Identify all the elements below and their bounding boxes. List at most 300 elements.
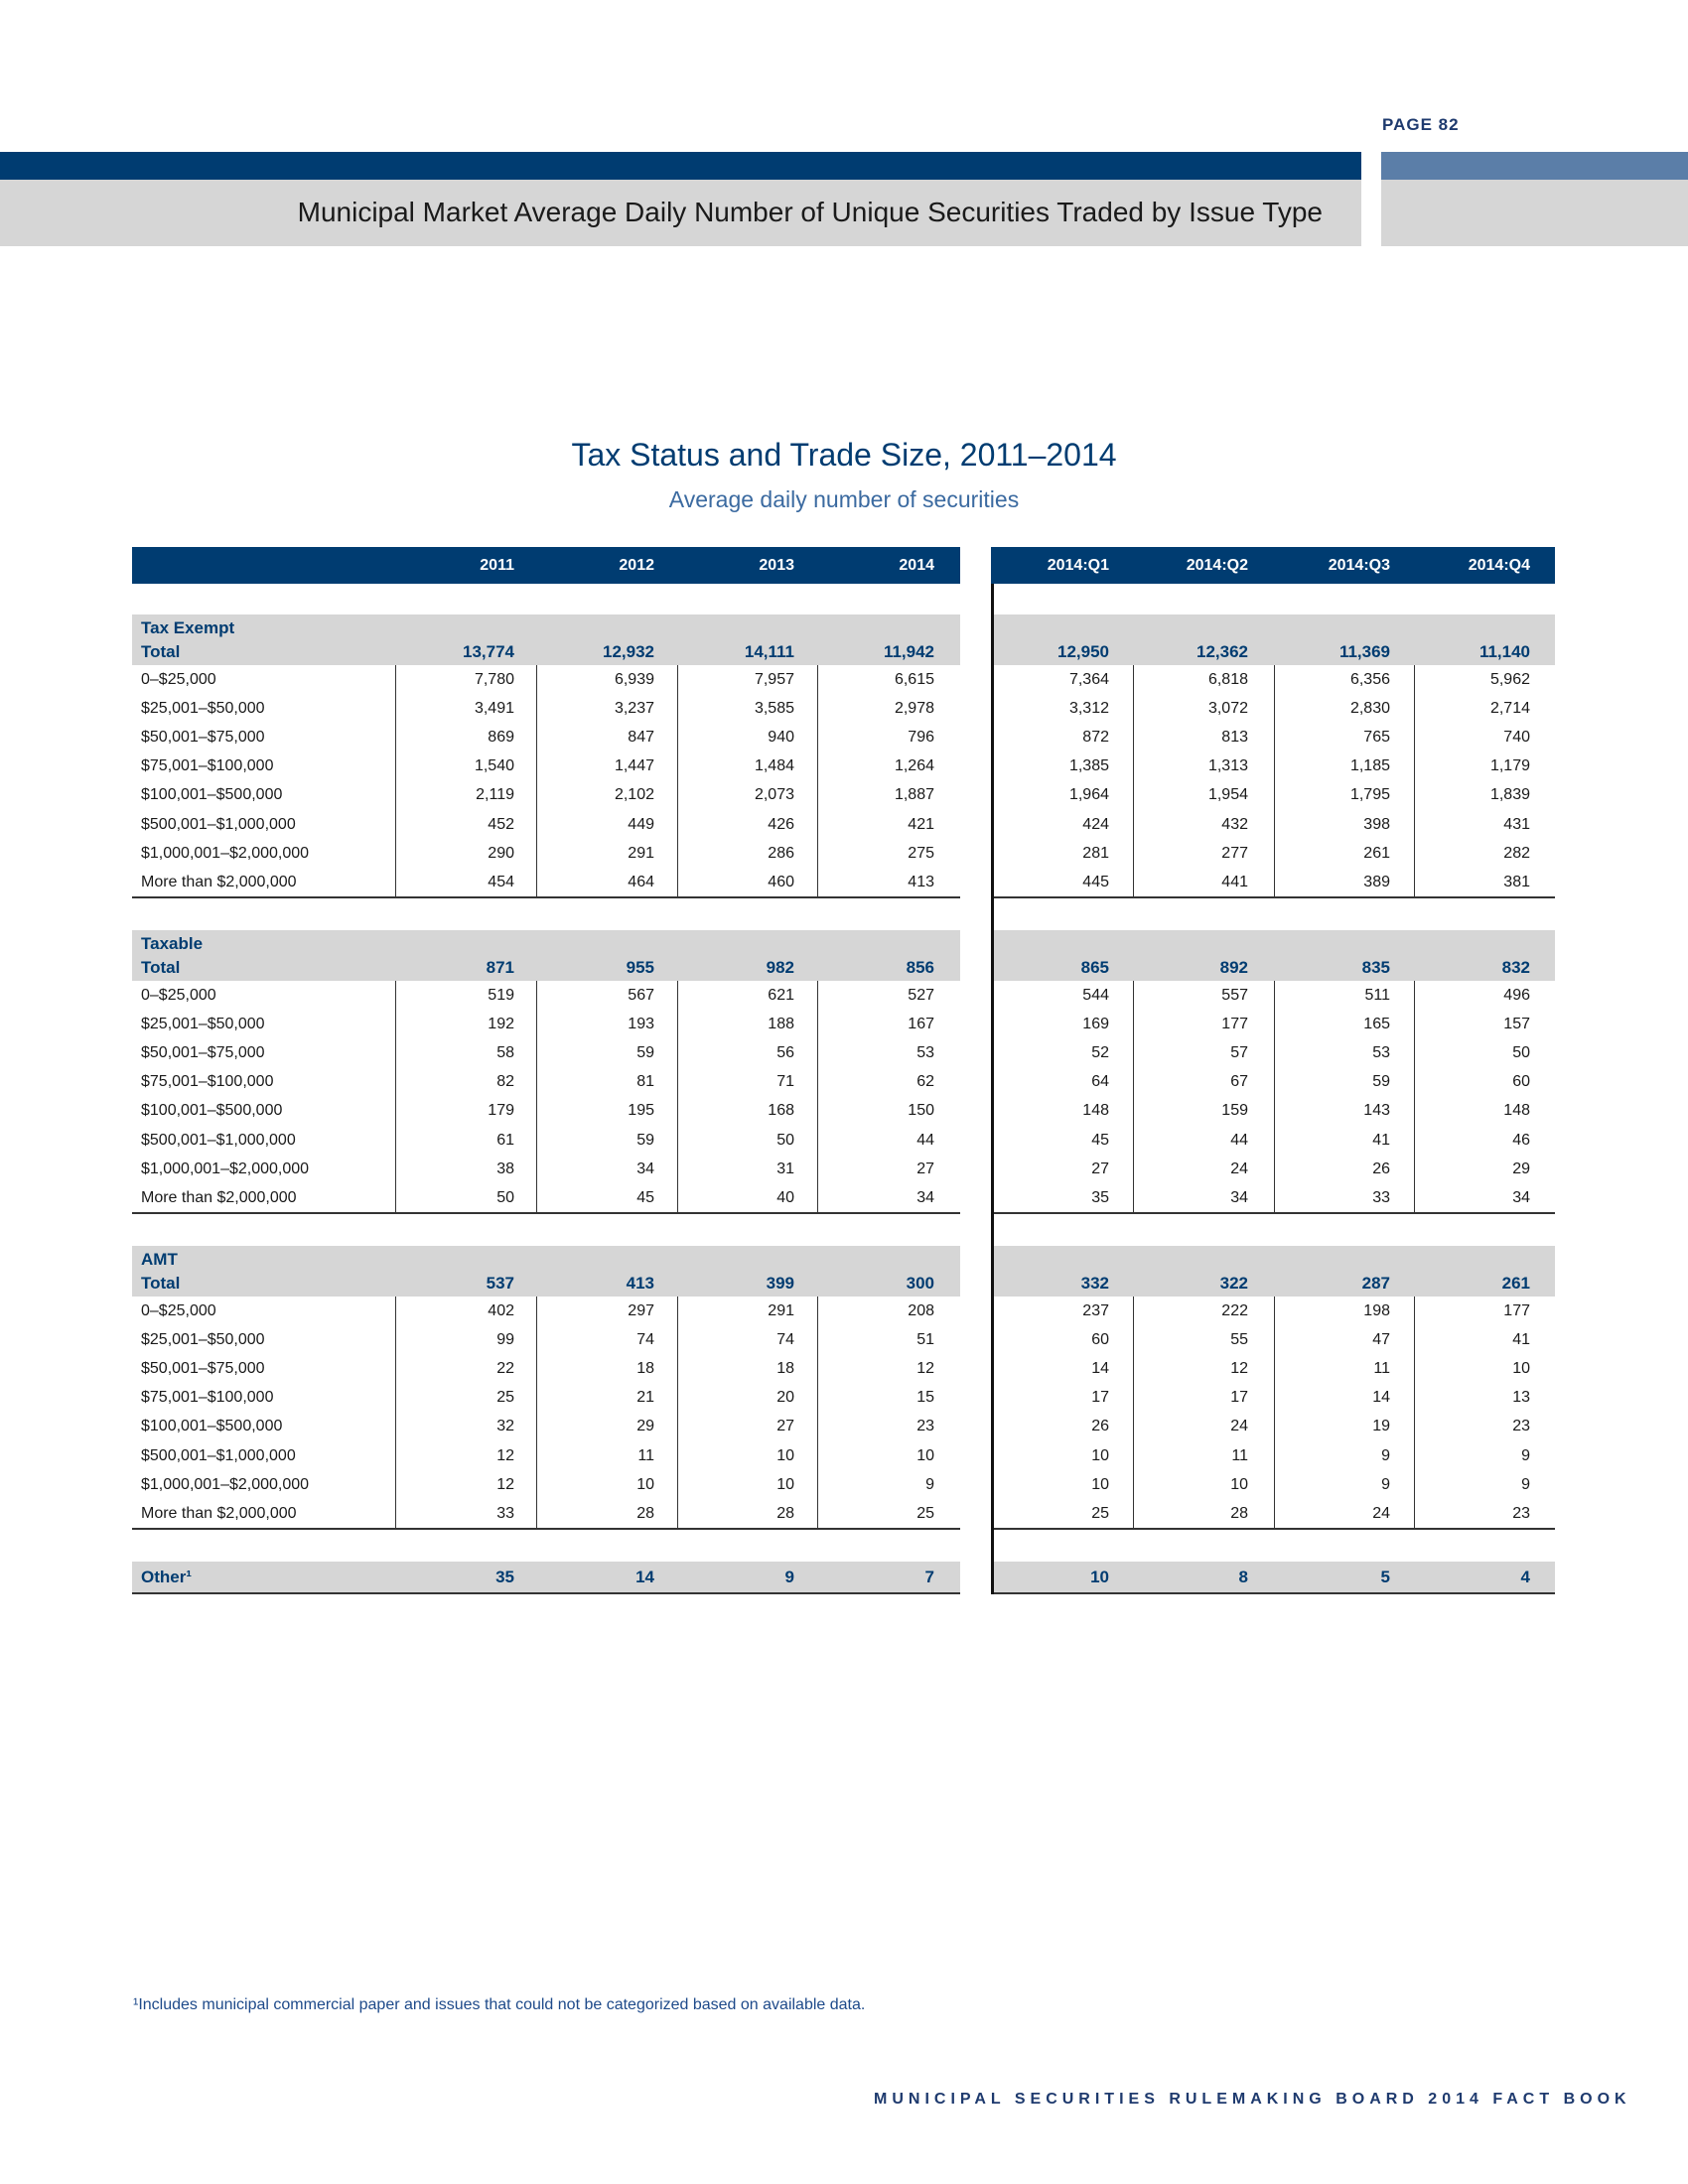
- column-separator: [1133, 665, 1134, 896]
- section-bottom-rule: [132, 1212, 960, 1214]
- section-bottom-rule: [132, 896, 960, 898]
- column-header: 2014: [899, 557, 934, 574]
- table-cell: 20: [776, 1389, 794, 1407]
- table-cell: 159: [1221, 1102, 1248, 1120]
- table-cell: 23: [1512, 1504, 1530, 1522]
- table-cell: 13: [1512, 1389, 1530, 1407]
- table-cell: 413: [908, 873, 934, 890]
- table-cell: 18: [776, 1360, 794, 1378]
- table-cell: 148: [1503, 1102, 1530, 1120]
- table-cell: 297: [628, 1302, 654, 1319]
- table-cell: 940: [768, 729, 794, 747]
- table-cell: 9: [925, 1475, 934, 1493]
- table-cell: 1,795: [1349, 786, 1390, 804]
- table-cell: 2,978: [894, 700, 934, 718]
- table-cell: 44: [916, 1131, 934, 1149]
- table-cell: 56: [776, 1044, 794, 1062]
- column-separator: [1414, 1297, 1415, 1528]
- table-cell: 33: [1372, 1188, 1390, 1206]
- table-cell: 61: [496, 1131, 514, 1149]
- table-cell: 290: [488, 844, 514, 862]
- table-cell: 2,073: [754, 786, 794, 804]
- table-cell: 74: [636, 1331, 654, 1349]
- other-label: Other¹: [141, 1568, 192, 1586]
- section-total-value: 322: [1219, 1274, 1248, 1293]
- column-separator: [817, 981, 818, 1212]
- row-label: $50,001–$75,000: [141, 1360, 265, 1378]
- table-cell: 71: [776, 1073, 794, 1091]
- table-cell: 389: [1363, 873, 1390, 890]
- section-total-value: 865: [1080, 958, 1109, 977]
- table-cell: 165: [1363, 1016, 1390, 1033]
- section-total-value: 856: [906, 958, 934, 977]
- table-cell: 47: [1372, 1331, 1390, 1349]
- table-cell: 74: [776, 1331, 794, 1349]
- table-cell: 11: [637, 1446, 654, 1464]
- table-cell: 26: [1372, 1160, 1390, 1177]
- table-cell: 59: [636, 1131, 654, 1149]
- table-cell: 441: [1221, 873, 1248, 890]
- table-cell: 869: [488, 729, 514, 747]
- table-cell: 25: [1091, 1504, 1109, 1522]
- table-cell: 464: [628, 873, 654, 890]
- table-cell: 35: [1091, 1188, 1109, 1206]
- table-bottom-rule: [994, 1592, 1555, 1594]
- table-cell: 29: [1512, 1160, 1530, 1177]
- row-label: $100,001–$500,000: [141, 1102, 283, 1120]
- column-separator: [817, 665, 818, 896]
- row-label: More than $2,000,000: [141, 1188, 297, 1206]
- table-cell: 6,939: [614, 671, 654, 688]
- table-cell: 402: [488, 1302, 514, 1319]
- table-cell: 25: [496, 1389, 514, 1407]
- table-cell: 398: [1363, 815, 1390, 833]
- section-total-value: 955: [626, 958, 654, 977]
- page-number: PAGE 82: [1382, 115, 1460, 134]
- table-cell: 38: [496, 1160, 514, 1177]
- other-value: 8: [1238, 1568, 1248, 1586]
- table-cell: 34: [1230, 1188, 1248, 1206]
- table-cell: 431: [1503, 815, 1530, 833]
- table-cell: 82: [496, 1073, 514, 1091]
- table-cell: 281: [1082, 844, 1109, 862]
- table-cell: 445: [1082, 873, 1109, 890]
- section-total-value: 261: [1501, 1274, 1530, 1293]
- table-cell: 34: [1512, 1188, 1530, 1206]
- table-cell: 157: [1503, 1016, 1530, 1033]
- table-cell: 81: [636, 1073, 654, 1091]
- table-cell: 28: [1230, 1504, 1248, 1522]
- table-cell: 169: [1082, 1016, 1109, 1033]
- table-cell: 33: [496, 1504, 514, 1522]
- column-header: 2014:Q2: [1186, 557, 1248, 574]
- table-cell: 12: [1230, 1360, 1248, 1378]
- table-cell: 62: [916, 1073, 934, 1091]
- table-cell: 60: [1512, 1073, 1530, 1091]
- row-label: $75,001–$100,000: [141, 757, 274, 775]
- table-cell: 421: [908, 815, 934, 833]
- column-separator: [536, 981, 537, 1212]
- table-cell: 57: [1230, 1044, 1248, 1062]
- table-cell: 1,385: [1068, 757, 1109, 775]
- table-cell: 2,714: [1489, 700, 1530, 718]
- table-cell: 813: [1221, 729, 1248, 747]
- table-cell: 544: [1082, 987, 1109, 1004]
- row-label: $75,001–$100,000: [141, 1389, 274, 1407]
- table-cell: 496: [1503, 987, 1530, 1004]
- table-cell: 6,356: [1349, 671, 1390, 688]
- table-cell: 53: [1372, 1044, 1390, 1062]
- section-total-value: 832: [1501, 958, 1530, 977]
- table-cell: 34: [636, 1160, 654, 1177]
- table-bottom-rule: [132, 1592, 960, 1594]
- table-cell: 6,615: [894, 671, 934, 688]
- table-cell: 282: [1503, 844, 1530, 862]
- table-cell: 567: [628, 987, 654, 1004]
- column-separator: [536, 665, 537, 896]
- table-cell: 23: [1512, 1418, 1530, 1435]
- table-cell: 44: [1230, 1131, 1248, 1149]
- row-label: $1,000,001–$2,000,000: [141, 1475, 310, 1493]
- section-total-label: Total: [141, 958, 181, 977]
- other-value: 5: [1380, 1568, 1390, 1586]
- table-cell: 50: [776, 1131, 794, 1149]
- row-label: $100,001–$500,000: [141, 1418, 283, 1435]
- section-total-value: 14,111: [744, 642, 794, 661]
- row-label: $1,000,001–$2,000,000: [141, 844, 310, 862]
- column-header: 2011: [480, 557, 514, 574]
- table-cell: 3,072: [1207, 700, 1248, 718]
- table-cell: 99: [496, 1331, 514, 1349]
- table-cell: 195: [628, 1102, 654, 1120]
- column-separator: [1414, 981, 1415, 1212]
- table-cell: 143: [1363, 1102, 1390, 1120]
- table-cell: 519: [488, 987, 514, 1004]
- table-cell: 527: [908, 987, 934, 1004]
- table-cell: 168: [768, 1102, 794, 1120]
- table-cell: 24: [1230, 1160, 1248, 1177]
- table-cell: 60: [1091, 1331, 1109, 1349]
- table-cell: 15: [916, 1389, 934, 1407]
- column-separator: [395, 665, 396, 896]
- table-cell: 14: [1372, 1389, 1390, 1407]
- table-cell: 275: [908, 844, 934, 862]
- table-cell: 426: [768, 815, 794, 833]
- table-cell: 31: [776, 1160, 794, 1177]
- row-label: More than $2,000,000: [141, 873, 297, 890]
- column-separator: [1274, 981, 1275, 1212]
- section-total-value: 287: [1361, 1274, 1390, 1293]
- other-value: 10: [1090, 1568, 1109, 1586]
- table-cell: 1,540: [474, 757, 514, 775]
- section-bottom-rule: [994, 896, 1555, 898]
- table-cell: 7,957: [754, 671, 794, 688]
- table-cell: 45: [1091, 1131, 1109, 1149]
- section-total-value: 300: [906, 1274, 934, 1293]
- table-cell: 9: [1381, 1475, 1390, 1493]
- table-cell: 2,102: [614, 786, 654, 804]
- table-cell: 167: [908, 1016, 934, 1033]
- column-separator: [1274, 1297, 1275, 1528]
- table-cell: 3,312: [1068, 700, 1109, 718]
- section-total-value: 413: [626, 1274, 654, 1293]
- table-cell: 177: [1503, 1302, 1530, 1319]
- table-cell: 12: [496, 1446, 514, 1464]
- table-title: Tax Status and Trade Size, 2011–2014: [571, 437, 1117, 473]
- column-header: 2013: [759, 557, 794, 574]
- section-total-value: 12,362: [1196, 642, 1248, 661]
- table-cell: 23: [916, 1418, 934, 1435]
- table-cell: 11: [1231, 1446, 1248, 1464]
- table-cell: 424: [1082, 815, 1109, 833]
- table-cell: 28: [636, 1504, 654, 1522]
- table-cell: 58: [496, 1044, 514, 1062]
- column-header: 2014:Q4: [1468, 557, 1530, 574]
- column-separator: [395, 981, 396, 1212]
- section-total-value: 13,774: [463, 642, 514, 661]
- table-cell: 1,954: [1207, 786, 1248, 804]
- table-cell: 286: [768, 844, 794, 862]
- table-cell: 1,179: [1489, 757, 1530, 775]
- column-separator: [1133, 981, 1134, 1212]
- table-cell: 51: [916, 1331, 934, 1349]
- column-separator: [677, 1297, 678, 1528]
- section-bottom-rule: [132, 1528, 960, 1530]
- table-cell: 3,237: [614, 700, 654, 718]
- annual-quarterly-divider: [991, 584, 994, 1594]
- table-cell: 222: [1221, 1302, 1248, 1319]
- table-cell: 449: [628, 815, 654, 833]
- table-cell: 847: [628, 729, 654, 747]
- table-cell: 432: [1221, 815, 1248, 833]
- row-label: 0–$25,000: [141, 671, 216, 688]
- table-cell: 53: [916, 1044, 934, 1062]
- table-cell: 740: [1503, 729, 1530, 747]
- table-cell: 27: [916, 1160, 934, 1177]
- table-cell: 45: [636, 1188, 654, 1206]
- table-cell: 188: [768, 1016, 794, 1033]
- table-cell: 14: [1091, 1360, 1109, 1378]
- table-cell: 1,185: [1349, 757, 1390, 775]
- row-label: $50,001–$75,000: [141, 1044, 265, 1062]
- table-cell: 557: [1221, 987, 1248, 1004]
- table-cell: 1,484: [754, 757, 794, 775]
- table-cell: 64: [1091, 1073, 1109, 1091]
- table-cell: 148: [1082, 1102, 1109, 1120]
- section-total-value: 11,369: [1338, 642, 1390, 661]
- table-cell: 621: [768, 987, 794, 1004]
- table-cell: 50: [1512, 1044, 1530, 1062]
- other-value: 7: [924, 1568, 934, 1586]
- table-cell: 29: [636, 1418, 654, 1435]
- row-label: $500,001–$1,000,000: [141, 815, 296, 833]
- table-cell: 12: [496, 1475, 514, 1493]
- other-value: 14: [635, 1568, 654, 1586]
- table-cell: 22: [496, 1360, 514, 1378]
- table-cell: 46: [1512, 1131, 1530, 1149]
- row-label: $75,001–$100,000: [141, 1073, 274, 1091]
- table-subtitle: Average daily number of securities: [668, 486, 1020, 512]
- section-total-value: 332: [1080, 1274, 1109, 1293]
- table-cell: 3,585: [754, 700, 794, 718]
- table-cell: 192: [488, 1016, 514, 1033]
- table-cell: 34: [916, 1188, 934, 1206]
- table-cell: 67: [1230, 1073, 1248, 1091]
- table-cell: 55: [1230, 1331, 1248, 1349]
- other-value: 9: [784, 1568, 794, 1586]
- table-cell: 19: [1372, 1418, 1390, 1435]
- table-cell: 24: [1372, 1504, 1390, 1522]
- table-cell: 10: [776, 1446, 794, 1464]
- header-bar-dark: [0, 152, 1361, 180]
- table-cell: 1,447: [614, 757, 654, 775]
- section-total-value: 12,932: [603, 642, 654, 661]
- table-cell: 198: [1363, 1302, 1390, 1319]
- column-header: 2014:Q3: [1328, 557, 1390, 574]
- section-total-value: 537: [486, 1274, 514, 1293]
- table-cell: 1,264: [894, 757, 934, 775]
- other-value: 4: [1520, 1568, 1530, 1586]
- table-cell: 179: [488, 1102, 514, 1120]
- section-total-label: Total: [141, 642, 181, 661]
- table-cell: 12: [916, 1360, 934, 1378]
- table-cell: 10: [916, 1446, 934, 1464]
- table-cell: 5,962: [1489, 671, 1530, 688]
- table-cell: 27: [1091, 1160, 1109, 1177]
- table-cell: 21: [636, 1389, 654, 1407]
- table-cell: 10: [1230, 1475, 1248, 1493]
- row-label: $25,001–$50,000: [141, 1016, 265, 1033]
- table-cell: 41: [1512, 1331, 1530, 1349]
- table-cell: 1,313: [1207, 757, 1248, 775]
- column-separator: [677, 665, 678, 896]
- row-label: More than $2,000,000: [141, 1504, 297, 1522]
- section-bottom-rule: [994, 1212, 1555, 1214]
- section-total-label: Total: [141, 1274, 181, 1293]
- table-cell: 1,839: [1489, 786, 1530, 804]
- table-cell: 10: [1091, 1446, 1109, 1464]
- footnote: ¹Includes municipal commercial paper and issues that could not be categorized based on available data.: [133, 1996, 866, 2013]
- table-cell: 261: [1363, 844, 1390, 862]
- row-label: $50,001–$75,000: [141, 729, 265, 747]
- table-cell: 460: [768, 873, 794, 890]
- table-cell: 193: [628, 1016, 654, 1033]
- table-cell: 24: [1230, 1418, 1248, 1435]
- column-separator: [1274, 665, 1275, 896]
- table-cell: 10: [636, 1475, 654, 1493]
- section-total-value: 892: [1219, 958, 1248, 977]
- row-label: $100,001–$500,000: [141, 786, 283, 804]
- other-value: 35: [495, 1568, 514, 1586]
- row-label: 0–$25,000: [141, 987, 216, 1004]
- table-cell: 9: [1521, 1475, 1530, 1493]
- row-label: $500,001–$1,000,000: [141, 1446, 296, 1464]
- table-cell: 26: [1091, 1418, 1109, 1435]
- row-label: 0–$25,000: [141, 1302, 216, 1319]
- page-title: Municipal Market Average Daily Number of Unique Securities Traded by Issue Type: [297, 197, 1323, 227]
- table-cell: 7,780: [474, 671, 514, 688]
- table-cell: 17: [1230, 1389, 1248, 1407]
- column-separator: [395, 1297, 396, 1528]
- table-cell: 9: [1521, 1446, 1530, 1464]
- column-separator: [677, 981, 678, 1212]
- table-cell: 11: [1373, 1360, 1390, 1378]
- table-cell: 1,964: [1068, 786, 1109, 804]
- table-cell: 27: [776, 1418, 794, 1435]
- table-cell: 150: [908, 1102, 934, 1120]
- table-cell: 50: [496, 1188, 514, 1206]
- table-cell: 454: [488, 873, 514, 890]
- table-cell: 381: [1503, 873, 1530, 890]
- section-total-value: 11,942: [883, 642, 934, 661]
- header-band: [0, 180, 1361, 246]
- section-name: Taxable: [141, 934, 204, 953]
- section-name: AMT: [141, 1250, 178, 1269]
- row-label: $1,000,001–$2,000,000: [141, 1160, 310, 1177]
- column-separator: [1133, 1297, 1134, 1528]
- table-cell: 59: [1372, 1073, 1390, 1091]
- table-cell: 6,818: [1207, 671, 1248, 688]
- section-total-value: 835: [1361, 958, 1390, 977]
- column-separator: [1414, 665, 1415, 896]
- header-bar-accent: [1381, 152, 1688, 180]
- section-total-value: 399: [766, 1274, 794, 1293]
- section-bottom-rule: [994, 1528, 1555, 1530]
- table-cell: 872: [1082, 729, 1109, 747]
- section-total-value: 11,140: [1478, 642, 1530, 661]
- section-total-value: 871: [486, 958, 514, 977]
- table-cell: 2,830: [1349, 700, 1390, 718]
- table-cell: 177: [1221, 1016, 1248, 1033]
- column-separator: [817, 1297, 818, 1528]
- table-cell: 52: [1091, 1044, 1109, 1062]
- column-header: 2014:Q1: [1047, 557, 1109, 574]
- row-label: $25,001–$50,000: [141, 1331, 265, 1349]
- row-label: $25,001–$50,000: [141, 700, 265, 718]
- table-cell: 10: [776, 1475, 794, 1493]
- table-cell: 17: [1091, 1389, 1109, 1407]
- table-cell: 208: [908, 1302, 934, 1319]
- table-cell: 41: [1372, 1131, 1390, 1149]
- table-cell: 796: [908, 729, 934, 747]
- section-name: Tax Exempt: [141, 618, 235, 637]
- column-separator: [536, 1297, 537, 1528]
- table-cell: 18: [636, 1360, 654, 1378]
- table-cell: 28: [776, 1504, 794, 1522]
- table-cell: 32: [496, 1418, 514, 1435]
- table-cell: 9: [1381, 1446, 1390, 1464]
- table-cell: 7,364: [1068, 671, 1109, 688]
- table-cell: 291: [768, 1302, 794, 1319]
- footer: MUNICIPAL SECURITIES RULEMAKING BOARD 2014 FACT BOOK: [874, 2091, 1631, 2108]
- table-cell: 291: [628, 844, 654, 862]
- table-cell: 25: [916, 1504, 934, 1522]
- table-cell: 2,119: [476, 786, 514, 804]
- column-header: 2012: [619, 557, 654, 574]
- table-cell: 511: [1364, 987, 1390, 1004]
- table-cell: 452: [488, 815, 514, 833]
- table-cell: 1,887: [894, 786, 934, 804]
- row-label: $500,001–$1,000,000: [141, 1131, 296, 1149]
- table-cell: 237: [1082, 1302, 1109, 1319]
- table-cell: 10: [1091, 1475, 1109, 1493]
- table-cell: 10: [1512, 1360, 1530, 1378]
- table-cell: 40: [776, 1188, 794, 1206]
- table-cell: 3,491: [474, 700, 514, 718]
- table-cell: 765: [1363, 729, 1390, 747]
- table-cell: 59: [636, 1044, 654, 1062]
- header-band-right: [1381, 180, 1688, 246]
